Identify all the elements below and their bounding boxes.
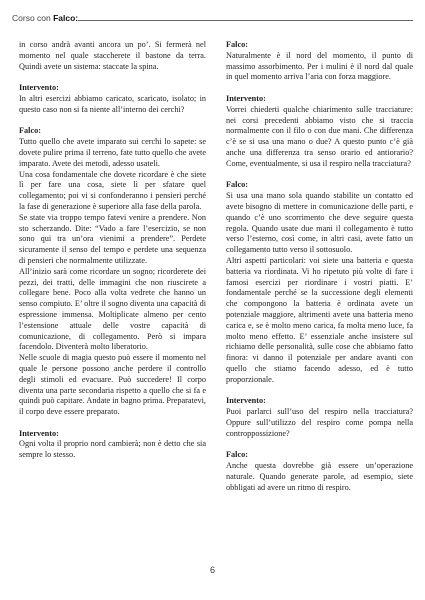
paragraph: Una cosa fondamentale che dovete ricordare è che siete lì per fare una cosa, siete lì per sfatare quel collegamento; poi vi si confonderanno i pensieri perché la fase di generazione è superiore alla fase della parola. — [19, 169, 206, 211]
page-number: 6 — [209, 565, 215, 575]
paragraph: Vorrei chiederti qualche chiarimento sulle tracciature: nei corsi precedenti abbiamo visto che si traccia normalmente con il filo o con due mani. Che differenza c’è se si usa una mano o due? A questo punto c’è già anche una differenza tra senso orario ed antiorario? Come, eventualmente, si usa il respiro nella tracciatura? — [226, 104, 413, 168]
paragraph: Si usa una mano sola quando stabilite un contatto ed avete bisogno di mettere in comunicazione delle parti, e quando c’è uno scorrimento che deve seguire questa regola. Quando usate due mani il collegamento è tutto verso l’esterno, così come, in altri casi, avete fatto un collegamento tutto verso il sottosuolo. — [226, 191, 413, 255]
speaker-label: Intervento: — [19, 83, 59, 93]
speaker-label: Falco: — [226, 180, 248, 190]
speaker-label: Falco: — [19, 126, 41, 136]
paragraph: Ogni volta il proprio nord cambierà; non è detto che sia sempre lo stesso. — [19, 439, 206, 460]
paragraph: Nelle scuole di magia questo può essere il momento nel quale le persone possono anche perdere il controllo degli stimoli ed evacuare. Può succedere! Il corpo diventa una parte secondaria rispetto a quello che si fa e quindi può capitare. Andate in bagno prima. Preparatevi, il corpo deve essere preparato. — [19, 353, 206, 417]
speaker-label: Falco: — [226, 40, 248, 49]
paragraph: All’inizio sarà come ricordare un sogno; ricorderete dei pezzi, dei tratti, delle immagini che non riuscirete a collegare bene. Poco alla volta vedrete che hanno un senso compiuto. E’ oltre il sogno diventa una capacità di espressione immensa. Moltiplicate almeno per cento l’estensione attuale delle vostre capacità di comunicazione, di collegamento. Però si impara facendolo. Diventerà molto liberatorio. — [19, 266, 206, 352]
paragraph: in corso andrà avanti ancora un po’. Si fermerà nel momento nel quale staccherete il bastone da terra. Quindi avete un sistema: staccate la spina. — [19, 40, 206, 71]
paragraph: Naturalmente è il nord del momento, il punto di massimo assorbimento. Per i mulini è il nord dal quale in quel momento arriva l’aria con forza maggiore. — [226, 50, 413, 82]
right-column — [226, 40, 413, 493]
paragraph: Puoi parlarci sull’uso del respiro nella tracciatura? Oppure sull’utilizzo del respiro come pompa nella controppossizione? — [226, 407, 413, 438]
header-title: Corso con Falco: — [12, 13, 79, 23]
header-rule — [78, 20, 413, 21]
paragraph: Anche questa dovrebbe già essere un’operazione naturale. Quando generate parole, ad esempio, siete obbligati ad avere un ritmo di respiro. — [226, 461, 413, 492]
paragraph: In altri esercizi abbiamo caricato, scaricato, isolato; in questo caso non si fa niente all’interno dei cerchi? — [19, 93, 206, 114]
speaker-label: Falco: — [226, 450, 248, 460]
paragraph: Altri aspetti particolari: voi siete una batteria e questa batteria va riordinata. Vi ho ripetuto più volte di fare i famosi esercizi per riordinare i vostri piatti. E’ fondamentale perché se la successione degli elementi che compongono la batteria è ordinata avete un potenziale maggiore, altrimenti avete una batteria meno carica e, se è molto meno carica, fa molta meno luce, fa molto meno effetto. E’ essenziale anche insistere sul richiamo delle personalità, sulle cose che abbiamo fatto finora: vi danno il potenziale per andare avanti con quello che stiamo facendo adesso, ed è tutto proporzionale. — [226, 255, 413, 384]
running-header — [12, 8, 413, 32]
speaker-label: Intervento: — [226, 396, 266, 406]
paragraph: Tutto quello che avete imparato sui cerchi lo sapete: se dovete pulire prima il terreno, fate tutto quello che avete imparato. Avete dei metodi, adesso usateli. — [19, 137, 206, 168]
speaker-label: Intervento: — [19, 428, 59, 438]
speaker-label: Intervento: — [226, 93, 266, 103]
left-column — [19, 40, 206, 461]
paragraph: Se state via troppo tempo fatevi venire a prendere. Non sto scherzando. Dite: “Vado a fare l’esercizio, se non sono qui tra un’ora vienimi a prendere”. Perdete sicuramente il senso del tempo e perdete una sequenza di pensieri che normalmente utilizzate. — [19, 212, 206, 265]
